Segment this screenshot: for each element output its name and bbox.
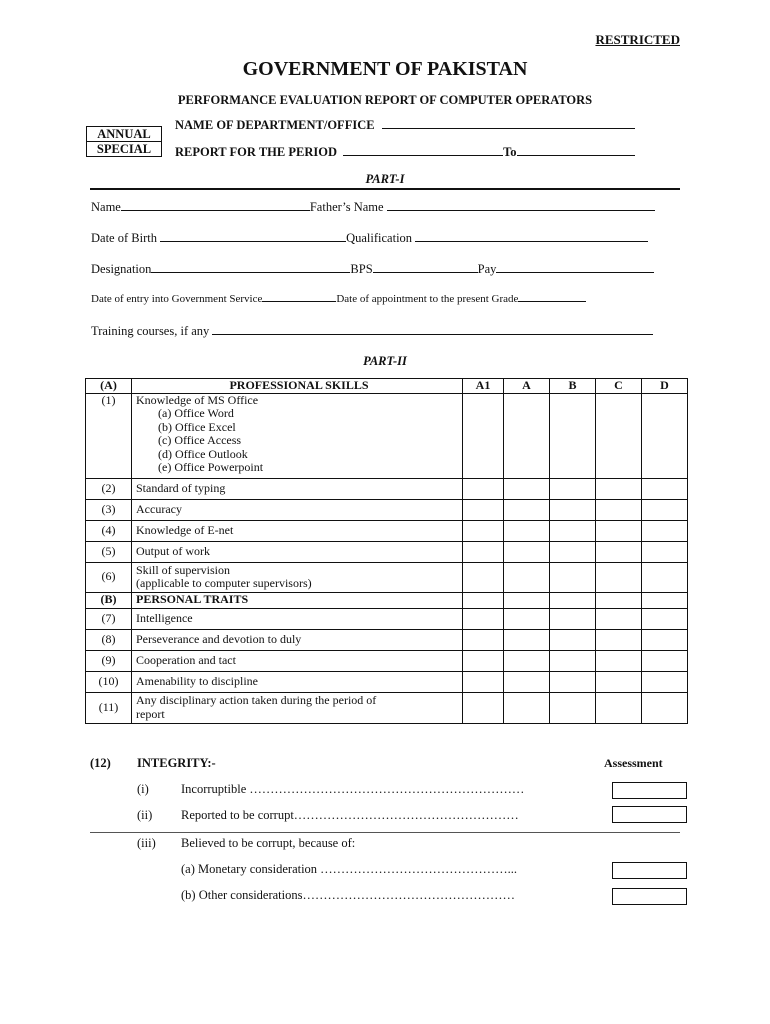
disciplinary-label: Any disciplinary action taken during the period of xyxy=(136,693,377,707)
col-header-grade-d: D xyxy=(642,379,688,394)
row-label: Knowledge of E-net xyxy=(132,520,463,541)
grade-cell[interactable] xyxy=(596,520,642,541)
skills-table xyxy=(85,378,688,724)
father-name-label: Father’s Name xyxy=(309,200,384,214)
col-header-a: (A) xyxy=(86,379,132,394)
row-label xyxy=(132,562,463,592)
dob-row xyxy=(91,231,681,246)
assessment-box-monetary[interactable] xyxy=(612,862,687,879)
grade-cell[interactable] xyxy=(642,520,688,541)
section-number: (B) xyxy=(86,592,132,608)
integrity-item-number: (ii) xyxy=(137,808,153,822)
grade-cell[interactable] xyxy=(504,393,550,478)
row-label xyxy=(132,393,463,478)
divider xyxy=(90,188,680,190)
integrity-number: (12) xyxy=(90,756,111,770)
grade-cell[interactable] xyxy=(463,393,504,478)
section-title: PERSONAL TRAITS xyxy=(132,592,463,608)
grade-cell xyxy=(504,592,550,608)
entry-date-label: Date of entry into Government Service xyxy=(91,293,263,305)
row-label: Intelligence xyxy=(132,608,463,629)
designation-row xyxy=(91,262,681,277)
row-number: (6) xyxy=(86,562,132,592)
grade-cell[interactable] xyxy=(463,520,504,541)
department-field[interactable] xyxy=(382,128,635,129)
table-header-row xyxy=(86,379,688,394)
grade-cell[interactable] xyxy=(596,478,642,499)
bps-label: BPS xyxy=(350,262,373,276)
row-number: (8) xyxy=(86,629,132,650)
grade-cell[interactable] xyxy=(550,671,596,692)
grade-cell[interactable] xyxy=(463,671,504,692)
row-label: Cooperation and tact xyxy=(132,650,463,671)
ms-office-subitem: (e) Office Powerpoint xyxy=(158,460,264,474)
grade-cell[interactable] xyxy=(504,608,550,629)
grade-cell[interactable] xyxy=(463,562,504,592)
grade-cell xyxy=(550,592,596,608)
name-row xyxy=(91,200,681,215)
assessment-label: Assessment xyxy=(604,756,663,770)
ms-office-subitem: (b) Office Excel xyxy=(158,419,236,434)
col-header-a1: A1 xyxy=(463,379,504,394)
grade-cell[interactable] xyxy=(550,541,596,562)
row-number: (7) xyxy=(86,608,132,629)
report-type-annual[interactable]: ANNUAL xyxy=(87,127,161,142)
assessment-box-incorruptible[interactable] xyxy=(612,782,687,799)
table-row xyxy=(86,629,688,650)
grade-cell[interactable] xyxy=(550,393,596,478)
period-label: REPORT FOR THE PERIOD xyxy=(175,145,337,159)
entry-date-field[interactable] xyxy=(262,301,336,302)
training-field[interactable] xyxy=(212,334,653,335)
row-number: (9) xyxy=(86,650,132,671)
grade-cell[interactable] xyxy=(596,629,642,650)
department-label: NAME OF DEPARTMENT/OFFICE xyxy=(175,118,375,132)
integrity-item-label: Incorruptible ………………………………………………………… xyxy=(181,782,525,796)
ms-office-label: Knowledge of MS Office xyxy=(136,392,259,407)
row-number: (1) xyxy=(86,393,132,478)
grade-cell[interactable] xyxy=(596,499,642,520)
grade-cell[interactable] xyxy=(463,608,504,629)
training-row xyxy=(91,324,681,339)
grade-cell[interactable] xyxy=(596,650,642,671)
table-row xyxy=(86,541,688,562)
divider xyxy=(90,832,680,833)
table-row xyxy=(86,499,688,520)
supervision-label: Skill of supervision xyxy=(136,562,231,577)
table-row xyxy=(86,393,688,478)
col-header-skills: PROFESSIONAL SKILLS xyxy=(132,379,463,394)
grade-cell[interactable] xyxy=(550,629,596,650)
integrity-item-number: (iii) xyxy=(137,836,156,850)
ms-office-subitem: (d) Office Outlook xyxy=(158,446,248,461)
grade-cell[interactable] xyxy=(550,650,596,671)
grade-cell[interactable] xyxy=(463,478,504,499)
grade-cell[interactable] xyxy=(504,629,550,650)
row-label xyxy=(132,692,463,723)
table-row xyxy=(86,608,688,629)
dob-field[interactable] xyxy=(160,241,346,242)
grade-cell[interactable] xyxy=(504,478,550,499)
row-label: Amenability to discipline xyxy=(132,671,463,692)
grade-cell[interactable] xyxy=(596,393,642,478)
row-number: (4) xyxy=(86,520,132,541)
father-name-field[interactable] xyxy=(387,210,655,211)
part2-heading: PART-II xyxy=(363,354,407,368)
appointment-date-label: Date of appointment to the present Grade xyxy=(336,293,519,305)
qualification-label: Qualification xyxy=(346,231,413,245)
grade-cell[interactable] xyxy=(642,499,688,520)
grade-cell[interactable] xyxy=(504,650,550,671)
integrity-subitem: (a) Monetary consideration ………………………………………... xyxy=(181,862,518,876)
grade-cell[interactable] xyxy=(596,692,642,723)
grade-cell[interactable] xyxy=(463,650,504,671)
grade-cell[interactable] xyxy=(596,671,642,692)
col-header-grade-c: C xyxy=(596,379,642,394)
grade-cell[interactable] xyxy=(596,608,642,629)
integrity-item-label: Believed to be corrupt, because of: xyxy=(181,836,356,850)
report-type-special[interactable]: SPECIAL xyxy=(96,142,152,156)
grade-cell[interactable] xyxy=(504,692,550,723)
grade-cell[interactable] xyxy=(596,562,642,592)
service-dates-row xyxy=(91,293,681,305)
row-number: (5) xyxy=(86,541,132,562)
assessment-box-reported-corrupt[interactable] xyxy=(612,806,687,823)
designation-label: Designation xyxy=(91,262,152,276)
grade-cell[interactable] xyxy=(596,541,642,562)
grade-cell[interactable] xyxy=(463,541,504,562)
table-row xyxy=(86,478,688,499)
grade-cell[interactable] xyxy=(504,562,550,592)
supervision-note: (applicable to computer supervisors) xyxy=(136,576,312,590)
grade-cell[interactable] xyxy=(550,478,596,499)
report-subtitle: PERFORMANCE EVALUATION REPORT OF COMPUTER OPERATORS xyxy=(177,93,593,107)
col-header-grade-b: B xyxy=(550,379,596,394)
integrity-heading: INTEGRITY:- xyxy=(137,756,216,770)
integrity-subitem: (b) Other considerations…………………………………………… xyxy=(181,888,515,902)
row-label: Perseverance and devotion to duly xyxy=(132,629,463,650)
period-row xyxy=(175,145,635,160)
grade-cell[interactable] xyxy=(642,393,688,478)
report-type-box xyxy=(86,126,162,157)
grade-cell[interactable] xyxy=(642,692,688,723)
table-row xyxy=(86,520,688,541)
period-to-field[interactable] xyxy=(517,155,635,156)
integrity-item-label: Reported to be corrupt……………………………………………… xyxy=(181,808,519,822)
grade-cell[interactable] xyxy=(463,629,504,650)
pay-field[interactable] xyxy=(496,272,654,273)
page-title: GOVERNMENT OF PAKISTAN xyxy=(242,58,528,80)
grade-cell[interactable] xyxy=(463,692,504,723)
section-b-row xyxy=(86,592,688,608)
grade-cell[interactable] xyxy=(550,499,596,520)
grade-cell[interactable] xyxy=(642,478,688,499)
table-row xyxy=(86,650,688,671)
designation-field[interactable] xyxy=(151,272,350,273)
dob-label: Date of Birth xyxy=(91,231,157,245)
col-header-grade-a: A xyxy=(504,379,550,394)
grade-cell xyxy=(642,592,688,608)
grade-cell[interactable] xyxy=(642,608,688,629)
name-field[interactable] xyxy=(121,210,310,211)
assessment-box-other[interactable] xyxy=(612,888,687,905)
appointment-date-field[interactable] xyxy=(518,301,586,302)
row-number: (2) xyxy=(86,478,132,499)
disciplinary-label-cont: report xyxy=(136,706,165,721)
grade-cell[interactable] xyxy=(463,499,504,520)
row-number: (11) xyxy=(86,692,132,723)
department-row xyxy=(175,118,635,133)
grade-cell[interactable] xyxy=(550,692,596,723)
row-label: Standard of typing xyxy=(132,478,463,499)
training-label: Training courses, if any xyxy=(91,324,210,338)
grade-cell[interactable] xyxy=(504,541,550,562)
grade-cell[interactable] xyxy=(504,520,550,541)
bps-field[interactable] xyxy=(373,272,478,273)
grade-cell xyxy=(463,592,504,608)
ms-office-subitem: (c) Office Access xyxy=(158,433,242,447)
table-row xyxy=(86,562,688,592)
grade-cell[interactable] xyxy=(642,650,688,671)
grade-cell[interactable] xyxy=(504,499,550,520)
ms-office-subitem: (a) Office Word xyxy=(158,406,234,420)
integrity-item-number: (i) xyxy=(137,782,149,796)
row-label: Accuracy xyxy=(132,499,463,520)
grade-cell[interactable] xyxy=(550,562,596,592)
grade-cell[interactable] xyxy=(504,671,550,692)
grade-cell[interactable] xyxy=(642,629,688,650)
period-to-label: To xyxy=(503,145,517,159)
table-row xyxy=(86,671,688,692)
pay-label: Pay xyxy=(477,262,497,276)
table-row xyxy=(86,692,688,723)
grade-cell[interactable] xyxy=(642,562,688,592)
name-label: Name xyxy=(91,200,121,214)
row-number: (10) xyxy=(86,671,132,692)
qualification-field[interactable] xyxy=(415,241,648,242)
restricted-label: RESTRICTED xyxy=(595,32,680,47)
part1-heading: PART-I xyxy=(365,172,405,186)
grade-cell xyxy=(596,592,642,608)
row-number: (3) xyxy=(86,499,132,520)
grade-cell[interactable] xyxy=(642,671,688,692)
grade-cell[interactable] xyxy=(550,608,596,629)
grade-cell[interactable] xyxy=(550,520,596,541)
period-from-field[interactable] xyxy=(343,155,503,156)
row-label: Output of work xyxy=(132,541,463,562)
grade-cell[interactable] xyxy=(642,541,688,562)
